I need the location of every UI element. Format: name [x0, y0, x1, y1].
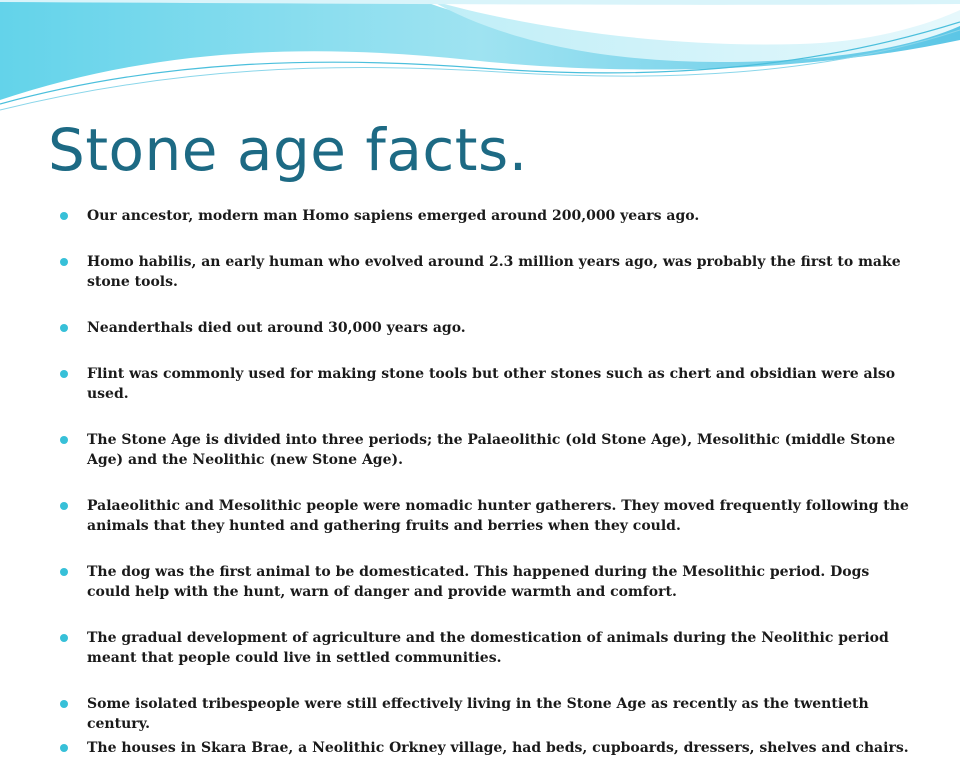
bullet-text: Some isolated tribespeople were still effectively living in the Stone Age as recently as the twentieth century.: [87, 696, 869, 732]
bullet-item: [60, 496, 915, 536]
bullet-item: [60, 628, 915, 668]
bullet-dot-icon: [60, 258, 68, 266]
bullet-item: [60, 206, 915, 226]
slide-title: Stone age facts.: [48, 116, 528, 184]
bullet-text: Homo habilis, an early human who evolved around 2.3 million years ago, was probably the first to make stone tools.: [87, 254, 901, 290]
bullet-item: [60, 738, 915, 758]
bullet-text: The dog was the first animal to be domesticated. This happened during the Mesolithic period. Dogs could help with the hunt, warn of danger and provide warmth and comfort.: [87, 564, 870, 600]
bullet-dot-icon: [60, 324, 68, 332]
bullet-dot-icon: [60, 568, 68, 576]
bullet-text: The gradual development of agriculture and the domestication of animals during the Neolithic period meant that people could live in settled communities.: [87, 630, 889, 666]
bullet-text: Our ancestor, modern man Homo sapiens emerged around 200,000 years ago.: [87, 208, 700, 224]
bullet-text: The Stone Age is divided into three periods; the Palaeolithic (old Stone Age), Mesolithic (middle Stone Age) and the Neolithic (new Stone Age).: [87, 432, 896, 468]
bullet-list: [60, 206, 915, 758]
bullet-item: [60, 694, 915, 734]
bullet-dot-icon: [60, 700, 68, 708]
bullet-dot-icon: [60, 744, 68, 752]
bullet-dot-icon: [60, 370, 68, 378]
bullet-dot-icon: [60, 634, 68, 642]
bullet-dot-icon: [60, 212, 68, 220]
bullet-item: [60, 562, 915, 602]
bullet-dot-icon: [60, 436, 68, 444]
bullet-text: Neanderthals died out around 30,000 years ago.: [87, 320, 466, 336]
bullet-text: Palaeolithic and Mesolithic people were nomadic hunter gatherers. They moved frequently following the animals that they hunted and gathering fruits and berries when they could.: [87, 498, 909, 534]
bullet-item: [60, 252, 915, 292]
bullet-text: The houses in Skara Brae, a Neolithic Orkney village, had beds, cupboards, dressers, shelves and chairs.: [87, 740, 909, 756]
header-wave-decoration: [0, 0, 960, 115]
bullet-text: Flint was commonly used for making stone tools but other stones such as chert and obsidian were also used.: [87, 366, 896, 402]
bullet-item: [60, 430, 915, 470]
bullet-item: [60, 318, 915, 338]
bullet-item: [60, 364, 915, 404]
bullet-dot-icon: [60, 502, 68, 510]
